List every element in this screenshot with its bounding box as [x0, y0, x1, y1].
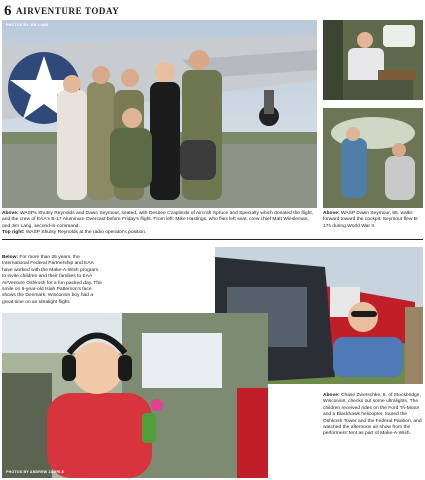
headset-boy-photo: [2, 313, 268, 478]
below-caption: [2, 255, 102, 306]
main-caption: [2, 211, 317, 237]
bottom-right-caption: [323, 393, 423, 438]
headset-boy-image: [2, 313, 268, 478]
main-caption-text: WASPs Shutsy Reynolds and Dawn Seymour, seated, with Desiree Czaplinski of Aircraft Spruce and Specialty which donated the flight, and the crew of EAA's B-17 Aluminum Overcast before Friday's flight. From left: Mike Hastings, who flies left seat, crew chief Matt Wiesleman, and Jim Lang, second-in-command.: [2, 211, 314, 229]
right-caption-lead: Above:: [323, 211, 340, 216]
cockpit-walk-photo: [323, 108, 423, 208]
radio-operator-photo: [323, 20, 423, 100]
group-photo-image: [2, 20, 317, 208]
group-photo: [2, 20, 317, 208]
section-title: AIRVENTURE TODAY: [16, 6, 120, 16]
bottom-right-caption-text: Chase Zwerschke, 8, of Stockbridge, Wisconsin, checks out some ultralights. The children received rides on the Ford Tri-Motor and a Blackhawk helicopter, toured the Oshkosh Tower and the Federal Pavilion, and watched the afternoon air show from the performers' tent as part of Make-A-Wish.: [323, 393, 422, 437]
photo-credit-bottom: PHOTOS BY ANDREW ZAHRLE: [6, 470, 65, 474]
cockpit-walk-image: [323, 108, 423, 208]
below-caption-text: For more than 25 years, the International Federal Partnership and EAA have worked with the Make-A-Wish program to invite children and their families to EAA AirVenture Oshkosh for a fun packed day. The smile on 6-year-old Isiah Patterson's face shows the Denmark, Wisconsin boy had a great time on an ultralight flight.: [2, 255, 102, 305]
main-caption-lead: Above:: [2, 211, 19, 216]
bottom-right-caption-lead: Above:: [323, 393, 340, 398]
main-caption-text-2: WASP Shutsy Reynolds at the radio operator's position.: [25, 230, 147, 236]
radio-operator-image: [323, 20, 423, 100]
main-caption-lead-2: Top right:: [2, 230, 25, 236]
page-number: 6: [4, 3, 12, 19]
photo-credit-top: PHOTOS BY JIM LABS: [6, 23, 49, 27]
section-divider: [2, 239, 423, 240]
below-caption-lead: Below:: [2, 255, 19, 260]
headset-icon: [62, 355, 76, 381]
right-caption: [323, 211, 423, 230]
right-caption-text: WASP Dawn Seymour, 95, walks forward toward the cockpit. Seymour flew B-17s during World War II.: [323, 211, 419, 229]
